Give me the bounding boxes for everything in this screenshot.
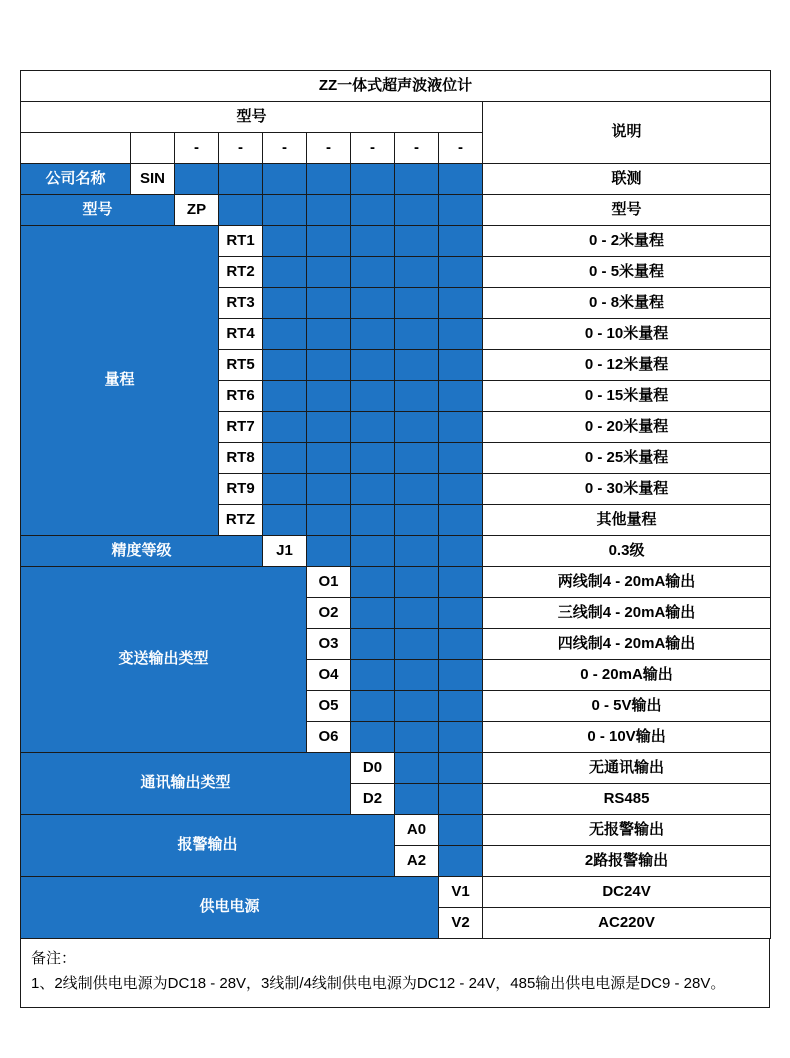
spacer-cell xyxy=(351,505,395,536)
notes-title: 备注： xyxy=(31,950,77,967)
spacer-cell xyxy=(351,257,395,288)
desc-model: 型号 xyxy=(483,195,771,226)
spacer-cell xyxy=(439,567,483,598)
code-range-9: RT9 xyxy=(219,474,263,505)
table-row-header-group xyxy=(21,102,771,133)
dash-cell-3: - xyxy=(175,133,219,164)
spacer-cell xyxy=(439,536,483,567)
spacer-cell xyxy=(263,319,307,350)
desc-output-1: 两线制4 - 20mA输出 xyxy=(483,567,771,598)
dash-cell-7: - xyxy=(351,133,395,164)
code-range-6: RT6 xyxy=(219,381,263,412)
spacer-cell xyxy=(351,412,395,443)
spacer-cell xyxy=(439,412,483,443)
dash-cell-6: - xyxy=(307,133,351,164)
spacer-cell xyxy=(307,164,351,195)
spacer-cell xyxy=(263,164,307,195)
table-row-alarm-1 xyxy=(21,815,771,846)
spacer-cell xyxy=(351,474,395,505)
code-range-3: RT3 xyxy=(219,288,263,319)
header-description: 说明 xyxy=(483,102,771,164)
spacer-cell xyxy=(395,722,439,753)
spacer-cell xyxy=(439,257,483,288)
spacer-cell xyxy=(395,319,439,350)
spacer-cell xyxy=(395,412,439,443)
code-range-4: RT4 xyxy=(219,319,263,350)
table-row-output-1 xyxy=(21,567,771,598)
desc-output-5: 0 - 5V输出 xyxy=(483,691,771,722)
desc-range-5: 0 - 12米量程 xyxy=(483,350,771,381)
spacer-cell xyxy=(351,598,395,629)
desc-range-4: 0 - 10米量程 xyxy=(483,319,771,350)
spacer-cell xyxy=(439,691,483,722)
spacer-cell xyxy=(439,195,483,226)
spacer-cell xyxy=(263,443,307,474)
spacer-cell xyxy=(439,815,483,846)
spacer-cell xyxy=(307,350,351,381)
spacer-cell xyxy=(351,226,395,257)
spacer-cell xyxy=(439,350,483,381)
spacer-cell xyxy=(351,164,395,195)
code-output-2: O2 xyxy=(307,598,351,629)
desc-output-3: 四线制4 - 20mA输出 xyxy=(483,629,771,660)
code-alarm-1: A0 xyxy=(395,815,439,846)
table-row-power-1 xyxy=(21,877,771,908)
code-comm-1: D0 xyxy=(351,753,395,784)
spacer-cell xyxy=(307,288,351,319)
spacer-cell xyxy=(439,381,483,412)
code-company: SIN xyxy=(131,164,175,195)
spacer-cell xyxy=(219,195,263,226)
table-row-company xyxy=(21,164,771,195)
desc-range-10: 其他量程 xyxy=(483,505,771,536)
dash-cell-9: - xyxy=(439,133,483,164)
table-row-accuracy xyxy=(21,536,771,567)
code-range-1: RT1 xyxy=(219,226,263,257)
spacer-cell xyxy=(439,598,483,629)
code-output-5: O5 xyxy=(307,691,351,722)
spacer-cell xyxy=(351,195,395,226)
spacer-cell xyxy=(351,691,395,722)
spacer-cell xyxy=(263,505,307,536)
spacer-cell xyxy=(351,288,395,319)
spacer-cell xyxy=(307,257,351,288)
code-comm-2: D2 xyxy=(351,784,395,815)
spacer-cell xyxy=(439,722,483,753)
spacer-cell xyxy=(351,722,395,753)
desc-range-2: 0 - 5米量程 xyxy=(483,257,771,288)
desc-output-6: 0 - 10V输出 xyxy=(483,722,771,753)
dash-cell-8: - xyxy=(395,133,439,164)
code-power-2: V2 xyxy=(439,908,483,939)
row-label-comm: 通讯输出类型 xyxy=(21,753,351,815)
spacer-cell xyxy=(439,660,483,691)
spacer-cell xyxy=(439,474,483,505)
desc-alarm-1: 无报警输出 xyxy=(483,815,771,846)
spacer-cell xyxy=(219,164,263,195)
spacer-cell xyxy=(175,164,219,195)
spacer-cell xyxy=(307,195,351,226)
code-range-7: RT7 xyxy=(219,412,263,443)
spacer-cell xyxy=(307,412,351,443)
spacer-cell xyxy=(395,660,439,691)
spacer-cell xyxy=(307,474,351,505)
spacer-cell xyxy=(395,288,439,319)
desc-range-9: 0 - 30米量程 xyxy=(483,474,771,505)
code-output-6: O6 xyxy=(307,722,351,753)
code-accuracy: J1 xyxy=(263,536,307,567)
spacer-cell xyxy=(263,226,307,257)
desc-company: 联测 xyxy=(483,164,771,195)
spacer-cell xyxy=(395,691,439,722)
table-row-model xyxy=(21,195,771,226)
code-range-8: RT8 xyxy=(219,443,263,474)
desc-comm-1: 无通讯输出 xyxy=(483,753,771,784)
spacer-cell xyxy=(263,412,307,443)
page-title: ZZ一体式超声波液位计 xyxy=(21,71,771,102)
desc-range-7: 0 - 20米量程 xyxy=(483,412,771,443)
spacer-cell xyxy=(439,846,483,877)
spacer-cell xyxy=(395,443,439,474)
spacer-cell xyxy=(395,226,439,257)
spacer-cell xyxy=(351,319,395,350)
spacer-cell xyxy=(395,753,439,784)
row-label-range: 量程 xyxy=(21,226,219,536)
notes-section xyxy=(20,939,770,1008)
spacer-cell xyxy=(439,164,483,195)
spacer-cell xyxy=(263,350,307,381)
dash-cell-2 xyxy=(131,133,175,164)
spacer-cell xyxy=(351,567,395,598)
spacer-cell xyxy=(351,629,395,660)
spacer-cell xyxy=(395,536,439,567)
spacer-cell xyxy=(439,319,483,350)
spacer-cell xyxy=(395,629,439,660)
spacer-cell xyxy=(395,381,439,412)
desc-power-2: AC220V xyxy=(483,908,771,939)
spacer-cell xyxy=(307,319,351,350)
spacer-cell xyxy=(439,784,483,815)
dash-cell-4: - xyxy=(219,133,263,164)
spacer-cell xyxy=(395,598,439,629)
specification-table xyxy=(20,70,771,939)
notes-line-1: 1、2线制供电电源为DC18 - 28V，3线制/4线制供电电源为DC12 - 24V，485输出供电电源是DC9 - 28V。 xyxy=(31,974,726,992)
spacer-cell xyxy=(395,195,439,226)
spacer-cell xyxy=(351,443,395,474)
desc-power-1: DC24V xyxy=(483,877,771,908)
spacer-cell xyxy=(263,474,307,505)
row-label-accuracy: 精度等级 xyxy=(21,536,263,567)
spacer-cell xyxy=(395,257,439,288)
desc-comm-2: RS485 xyxy=(483,784,771,815)
spacer-cell xyxy=(395,505,439,536)
spacer-cell xyxy=(351,660,395,691)
spacer-cell xyxy=(263,257,307,288)
spacer-cell xyxy=(307,505,351,536)
spacer-cell xyxy=(395,350,439,381)
spacer-cell xyxy=(439,629,483,660)
spacer-cell xyxy=(439,753,483,784)
code-model: ZP xyxy=(175,195,219,226)
code-range-2: RT2 xyxy=(219,257,263,288)
table-row-range-1 xyxy=(21,226,771,257)
spacer-cell xyxy=(263,288,307,319)
desc-range-3: 0 - 8米量程 xyxy=(483,288,771,319)
spacer-cell xyxy=(395,164,439,195)
dash-cell-5: - xyxy=(263,133,307,164)
spacer-cell xyxy=(395,474,439,505)
table-row-title xyxy=(21,71,771,102)
spacer-cell xyxy=(307,226,351,257)
table-row-comm-1 xyxy=(21,753,771,784)
desc-accuracy: 0.3级 xyxy=(483,536,771,567)
desc-output-2: 三线制4 - 20mA输出 xyxy=(483,598,771,629)
row-label-alarm: 报警输出 xyxy=(21,815,395,877)
spacer-cell xyxy=(351,350,395,381)
code-output-1: O1 xyxy=(307,567,351,598)
header-model-group: 型号 xyxy=(21,102,483,133)
code-range-10: RTZ xyxy=(219,505,263,536)
spacer-cell xyxy=(395,784,439,815)
spacer-cell xyxy=(439,505,483,536)
desc-range-6: 0 - 15米量程 xyxy=(483,381,771,412)
spacer-cell xyxy=(439,288,483,319)
spacer-cell xyxy=(351,536,395,567)
code-alarm-2: A2 xyxy=(395,846,439,877)
code-output-3: O3 xyxy=(307,629,351,660)
dash-cell-1 xyxy=(21,133,131,164)
code-power-1: V1 xyxy=(439,877,483,908)
spacer-cell xyxy=(263,381,307,412)
spacer-cell xyxy=(439,443,483,474)
row-label-company: 公司名称 xyxy=(21,164,131,195)
row-label-model: 型号 xyxy=(21,195,175,226)
spacer-cell xyxy=(351,381,395,412)
desc-range-8: 0 - 25米量程 xyxy=(483,443,771,474)
spacer-cell xyxy=(307,443,351,474)
row-label-output: 变送输出类型 xyxy=(21,567,307,753)
spacer-cell xyxy=(263,195,307,226)
row-label-power: 供电电源 xyxy=(21,877,439,939)
desc-output-4: 0 - 20mA输出 xyxy=(483,660,771,691)
spacer-cell xyxy=(439,226,483,257)
spacer-cell xyxy=(307,536,351,567)
desc-range-1: 0 - 2米量程 xyxy=(483,226,771,257)
code-output-4: O4 xyxy=(307,660,351,691)
code-range-5: RT5 xyxy=(219,350,263,381)
desc-alarm-2: 2路报警输出 xyxy=(483,846,771,877)
spacer-cell xyxy=(395,567,439,598)
spacer-cell xyxy=(307,381,351,412)
